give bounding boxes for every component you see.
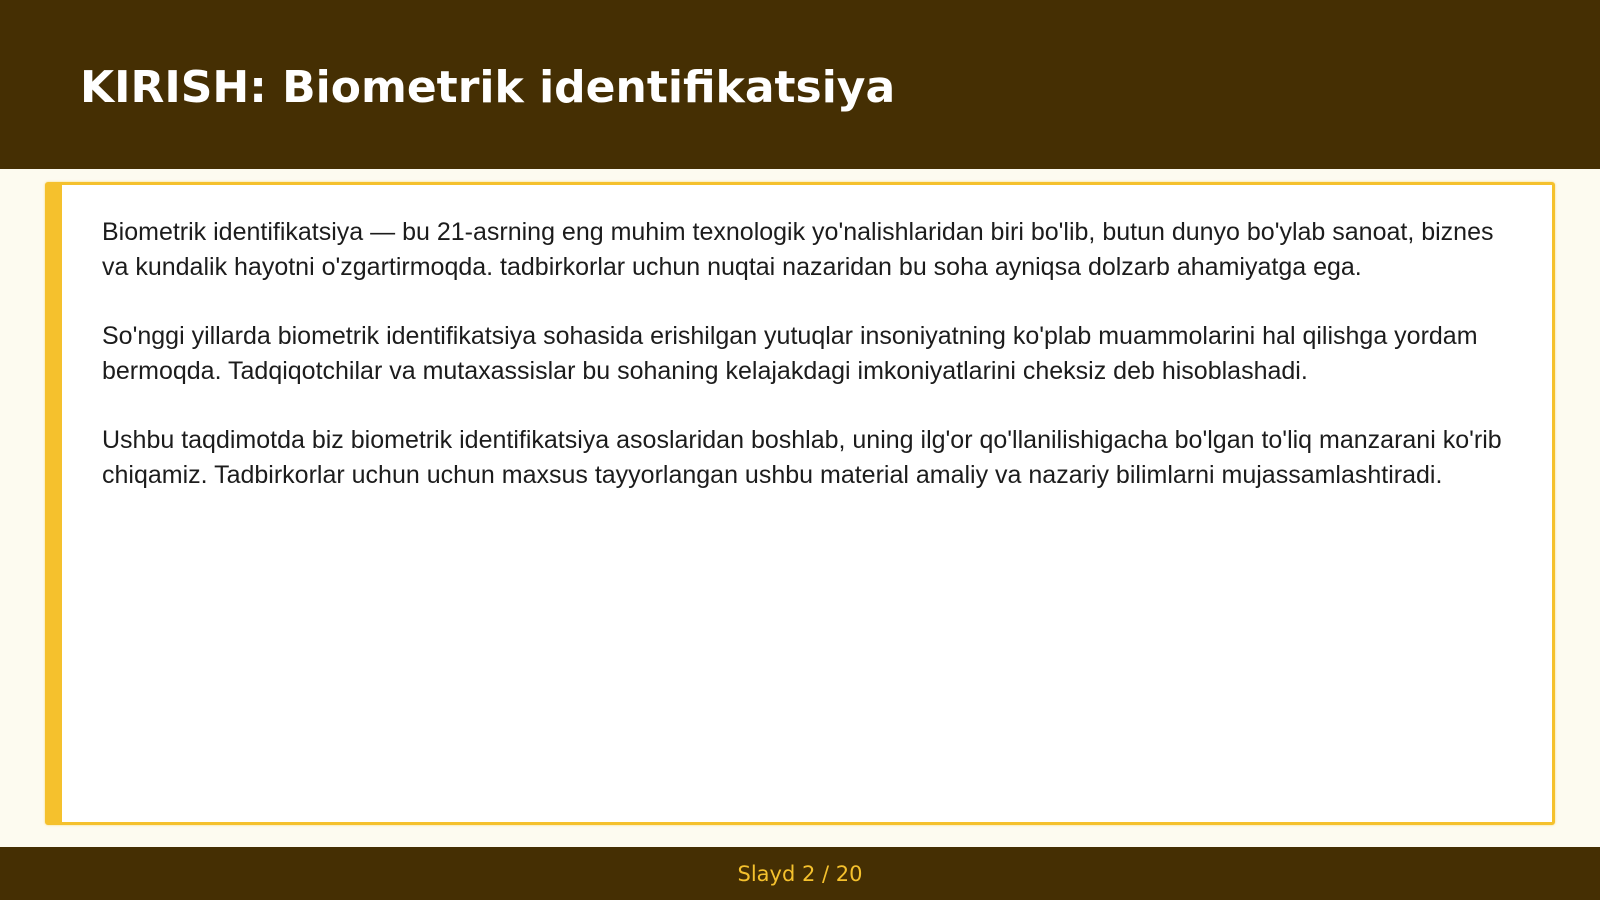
- slide-footer: [0, 847, 1600, 900]
- content-paragraph: So'nggi yillarda biometrik identifikatsiya sohasida erishilgan yutuqlar insoniyatning ko'plab muammolarini hal qilishga yordam bermoqda. Tadqiqotchilar va mutaxassislar bu sohaning kelajakdagi imkoniyatlarini cheksiz deb hisoblashadi.: [102, 322, 1478, 385]
- content-paragraph: Ushbu taqdimotda biz biometrik identifikatsiya asoslaridan boshlab, uning ilg'or qo'llanilishigacha bo'lgan to'liq manzarani ko'rib chiqamiz. Tadbirkorlar uchun uchun maxsus tayyorlangan ushbu material amaliy va nazariy bilimlarni mujassamlashtiradi.: [102, 426, 1502, 489]
- content-box: [45, 182, 1555, 825]
- slide-counter: Slayd 2 / 20: [737, 862, 863, 886]
- slide-header: [0, 0, 1600, 169]
- slide-title: KIRISH: Biometrik identifikatsiya: [80, 62, 896, 113]
- content-paragraph: Biometrik identifikatsiya — bu 21-asrning eng muhim texnologik yo'nalishlaridan biri bo'lib, butun dunyo bo'ylab sanoat, biznes va kundalik hayotni o'zgartirmoqda. tadbirkorlar uchun nuqtai nazaridan bu soha ayniqsa dolzarb ahamiyatga ega.: [102, 218, 1494, 281]
- content-text-area: [102, 215, 1517, 527]
